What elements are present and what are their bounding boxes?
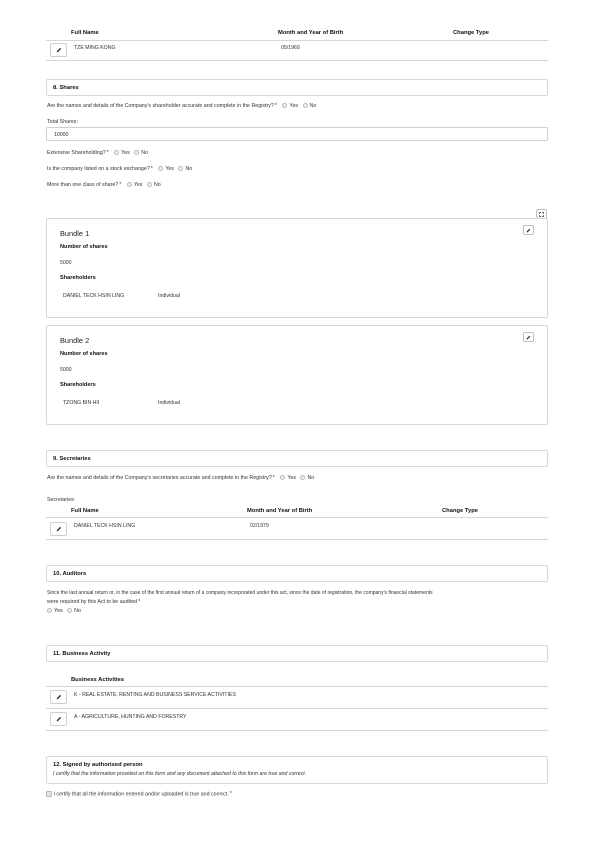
secretaries-header-dob: Month and Year of Birth bbox=[247, 508, 313, 514]
section-shares bbox=[46, 79, 548, 96]
shareholder-name: DANIEL TECK HSIN LING bbox=[63, 293, 125, 299]
bundle-title: Bundle 1 bbox=[60, 229, 90, 238]
activity-edit-button[interactable] bbox=[50, 690, 67, 704]
radio-yes[interactable] bbox=[114, 150, 119, 155]
radio-yes[interactable] bbox=[158, 166, 163, 171]
certify-checkbox[interactable] bbox=[46, 791, 52, 797]
directors-header-dob: Month and Year of Birth bbox=[278, 30, 344, 36]
directors-header-name: Full Name bbox=[71, 30, 99, 36]
radio-no[interactable] bbox=[147, 182, 152, 187]
table-divider bbox=[46, 708, 548, 709]
director-dob: 05/1969 bbox=[281, 45, 300, 51]
auditors-question-line1: Since the last annual return or, in the case of the first annual return of a company incorporated under this act, since the date of registration, the company's financial statements bbox=[47, 590, 433, 596]
radio-no[interactable] bbox=[300, 475, 305, 480]
activity-edit-button[interactable] bbox=[50, 712, 67, 726]
shareholder-name: TZONG BIN HII bbox=[63, 400, 100, 406]
radio-yes[interactable] bbox=[280, 475, 285, 480]
shareholder-type: Individual bbox=[158, 293, 180, 299]
shareholder-type: Individual bbox=[158, 400, 180, 406]
share-classes-question: More than one class of share?* Yes No bbox=[47, 182, 161, 188]
secretary-edit-button[interactable] bbox=[50, 522, 67, 536]
table-divider bbox=[46, 40, 548, 41]
shares-label: Number of shares bbox=[60, 244, 108, 250]
radio-yes[interactable] bbox=[282, 103, 287, 108]
secretaries-header-change: Change Type bbox=[442, 508, 478, 514]
section-title: 8. Shares bbox=[53, 84, 79, 91]
table-divider bbox=[46, 539, 548, 540]
shares-accurate-question: Are the names and details of the Company's shareholder accurate and complete in the Registry?* Yes No bbox=[47, 103, 317, 109]
shares-value: 5000 bbox=[60, 367, 72, 373]
director-name: TZE MING KONG bbox=[74, 45, 116, 51]
expand-icon bbox=[539, 212, 544, 217]
radio-yes[interactable] bbox=[127, 182, 132, 187]
director-edit-button[interactable] bbox=[50, 43, 67, 57]
total-shares-label: Total Shares: bbox=[47, 119, 78, 125]
secretary-name: DANIEL TECK HSIN LING bbox=[74, 523, 136, 529]
bundle-card-1 bbox=[46, 218, 548, 318]
table-divider bbox=[46, 517, 548, 518]
radio-yes[interactable] bbox=[47, 608, 52, 613]
bundle-edit-button[interactable] bbox=[523, 225, 534, 235]
radio-no[interactable] bbox=[134, 150, 139, 155]
secretaries-header-name: Full Name bbox=[71, 508, 99, 514]
shares-label: Number of shares bbox=[60, 351, 108, 357]
radio-no[interactable] bbox=[303, 103, 308, 108]
bundle-card-2 bbox=[46, 325, 548, 425]
signed-subtitle: I certify that the information provided on this form and any document attached to this form are true and correct. bbox=[53, 771, 307, 777]
section-signed bbox=[46, 756, 548, 784]
listed-question: Is the company listed on a stock exchange?* Yes No bbox=[47, 166, 193, 172]
total-shares-input[interactable]: 10000 bbox=[46, 127, 548, 141]
bundle-edit-button[interactable] bbox=[523, 332, 534, 342]
section-title: 9. Secretaries bbox=[53, 455, 91, 462]
pencil-icon bbox=[56, 47, 62, 53]
table-divider bbox=[46, 60, 548, 61]
pencil-icon bbox=[56, 716, 62, 722]
section-business-activity bbox=[46, 645, 548, 662]
section-title: 11. Business Activity bbox=[53, 650, 111, 657]
business-activities-header: Business Activities bbox=[71, 677, 124, 683]
shareholders-label: Shareholders bbox=[60, 382, 96, 388]
section-title: 12. Signed by authorised person bbox=[53, 761, 143, 768]
table-divider bbox=[46, 686, 548, 687]
radio-no[interactable] bbox=[178, 166, 183, 171]
shareholders-label: Shareholders bbox=[60, 275, 96, 281]
business-activity-row: A - AGRICULTURE, HUNTING AND FORESTRY bbox=[74, 714, 187, 720]
pencil-icon bbox=[526, 228, 531, 233]
directors-header-change: Change Type bbox=[453, 30, 489, 36]
secretary-dob: 02/1979 bbox=[250, 523, 269, 529]
certify-row: I certify that all the information entered and/or uploaded is true and correct.* bbox=[46, 791, 233, 797]
pencil-icon bbox=[56, 694, 62, 700]
secretaries-label: Secretaries: bbox=[47, 497, 76, 503]
radio-no[interactable] bbox=[67, 608, 72, 613]
bundle-title: Bundle 2 bbox=[60, 336, 90, 345]
business-activity-row: K - REAL ESTATE, RENTING AND BUSINESS SERVICE ACTIVITIES bbox=[74, 692, 236, 698]
shares-value: 5000 bbox=[60, 260, 72, 266]
section-secretaries bbox=[46, 450, 548, 467]
table-divider bbox=[46, 730, 548, 731]
section-auditors bbox=[46, 565, 548, 582]
pencil-icon bbox=[56, 526, 62, 532]
secretaries-accurate-question: Are the names and details of the Company's secretaries accurate and complete in the Registry?* Yes No bbox=[47, 475, 315, 481]
extensive-shareholding-question: Extensive Shareholding?* Yes No bbox=[47, 150, 149, 156]
auditors-answer: Yes No bbox=[44, 608, 81, 614]
pencil-icon bbox=[526, 335, 531, 340]
auditors-question-line2: were required by this Act to be audited* bbox=[47, 599, 141, 605]
section-title: 10. Auditors bbox=[53, 570, 87, 577]
